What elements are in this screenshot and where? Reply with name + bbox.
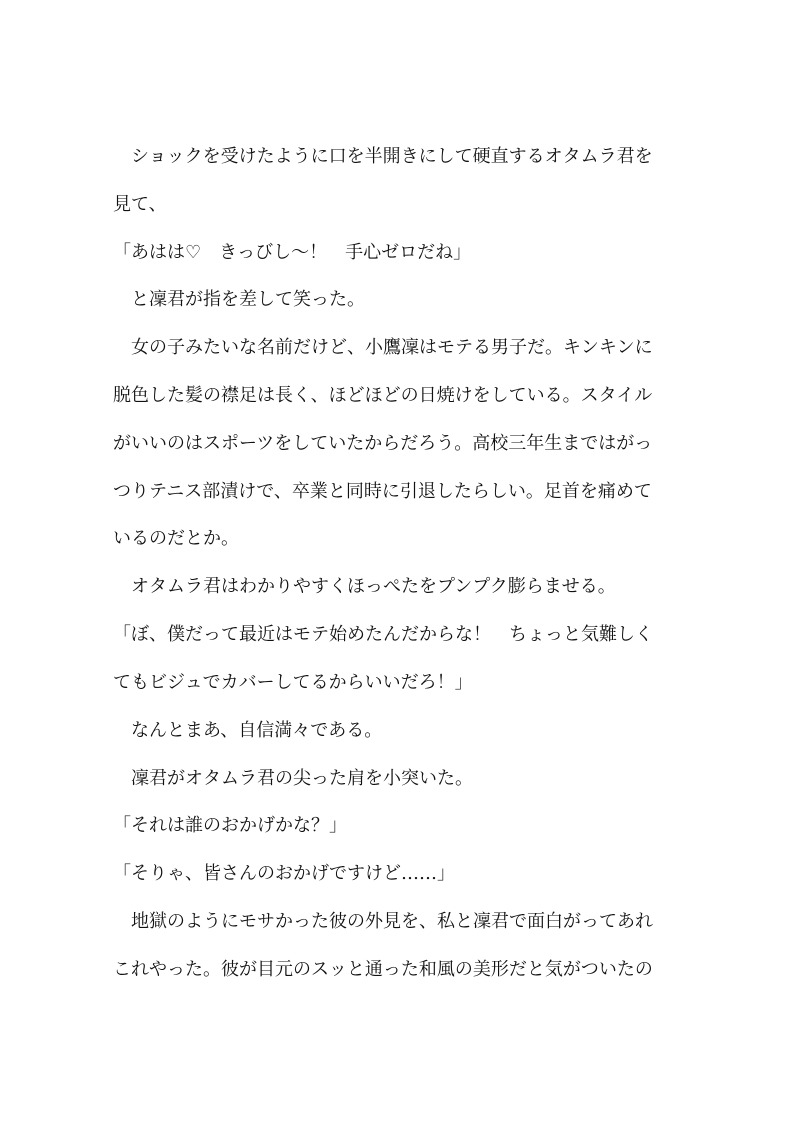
text-line: と凜君が指を差して笑った。 xyxy=(113,289,365,310)
text-line: つりテニス部漬けで、卒業と同時に引退したらしい。足首を痛めて xyxy=(113,481,652,502)
text-line: これやった。彼が目元のスッと通った和風の美形だと気がついたの xyxy=(113,959,653,980)
text-line: 地獄のようにモサかった彼の外見を、私と凜君で面白がってあれ xyxy=(113,911,653,932)
text-line: がいいのはスポーツをしていたからだろう。高校三年生まではがっ xyxy=(113,433,653,454)
text-line: 見て、 xyxy=(113,194,167,215)
text-line: 凜君がオタムラ君の尖った肩を小突いた。 xyxy=(113,768,473,789)
text-line: オタムラ君はわかりやすくほっぺたをプンプク膨らませる。 xyxy=(113,576,616,597)
text-line: ショックを受けたように口を半開きにして硬直するオタムラ君を xyxy=(113,146,653,167)
text-line: 「そりゃ、皆さんのおかげですけど……」 xyxy=(113,863,455,884)
text-line: 「ぼ、僕だって最近はモテ始めたんだからな！ ちょっと気難しく xyxy=(113,624,653,645)
text-line: 脱色した髪の襟足は長く、ほどほどの日焼けをしている。スタイル xyxy=(113,385,653,406)
text-line: 「あはは♡ きっびし～！ 手心ゼロだね」 xyxy=(113,242,472,263)
text-line: いるのだとか。 xyxy=(113,528,239,549)
text-line: てもビジュでカバーしてるからいいだろ！」 xyxy=(113,672,473,693)
text-line: 「それは誰のおかげかな？」 xyxy=(113,815,347,836)
text-line: 女の子みたいな名前だけど、小鷹凜はモテる男子だ。キンキンに xyxy=(113,337,653,358)
text-line: なんとまあ、自信満々である。 xyxy=(113,720,383,741)
